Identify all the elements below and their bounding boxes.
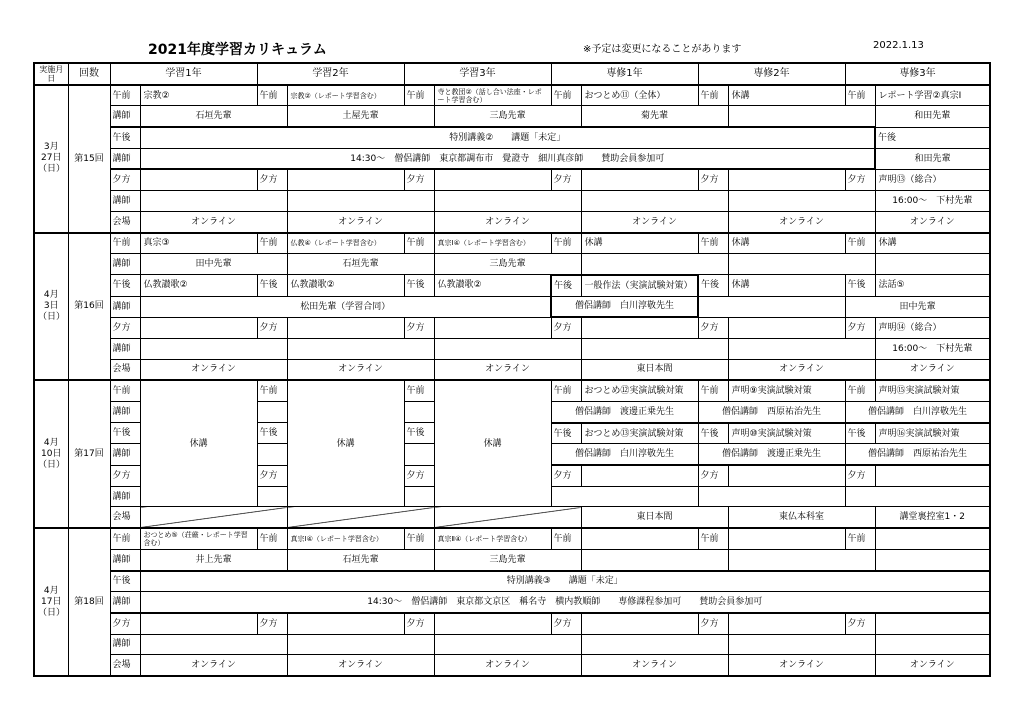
- label-pm: 午後: [551, 423, 581, 444]
- week1-pm-lec-row: [34, 148, 990, 169]
- week4-amlec-g2: 石垣先輩: [287, 549, 434, 570]
- col-s2: 専修2年: [698, 63, 845, 85]
- week2-ev-s3: 声明⑭（総合）: [875, 317, 990, 338]
- week2-pm-s3: 法話⑤: [875, 275, 990, 296]
- week4-venue-s2: オンライン: [728, 655, 875, 676]
- week3-pm-s1: おつとめ⑬実演試験対策: [581, 423, 698, 444]
- label-ev: 夕方: [551, 613, 581, 634]
- week3-venue-s3: 講堂裏控室1・2: [875, 507, 990, 528]
- week1-amlec-s3: 和田先輩: [875, 106, 990, 127]
- label-am: 午前: [551, 528, 581, 549]
- week1-pm-row: [34, 127, 990, 148]
- col-g1: 学習1年: [110, 63, 257, 85]
- week3-am-s2: 声明⑨実演試験対策: [728, 380, 845, 401]
- label-am: 午前: [698, 380, 728, 401]
- label-am: 午前: [110, 85, 140, 106]
- week2-pmlec-g: 松田先輩（学習合同）: [140, 296, 551, 317]
- week4-ev-lec-row: [34, 634, 990, 655]
- week4-amlec-g1: 井上先輩: [140, 549, 287, 570]
- label-am: 午前: [845, 233, 875, 254]
- week3-venue-s2: 東仏本科室: [728, 507, 875, 528]
- label-am: 午前: [698, 85, 728, 106]
- week2-ev-row: [34, 317, 990, 338]
- label-pm: 午後: [404, 423, 434, 444]
- week2-am-row: [34, 233, 990, 254]
- week1-am-g2: 宗教②（レポート学習含む）: [287, 85, 404, 106]
- header-row: [34, 63, 990, 85]
- label-am: 午前: [110, 528, 140, 549]
- week3-closed-g2: 休講: [287, 380, 404, 507]
- label-pm: 午後: [110, 423, 140, 444]
- week4-date: 4月 17日 （日）: [34, 528, 68, 676]
- week3-round: 第17回: [68, 380, 110, 528]
- label-ev: 夕方: [110, 465, 140, 486]
- label-pm: 午後: [404, 275, 434, 296]
- label-am: 午前: [551, 233, 581, 254]
- label-am: 午前: [404, 528, 434, 549]
- col-g3: 学習3年: [404, 63, 551, 85]
- label-ev: 夕方: [257, 169, 287, 190]
- label-ev: 夕方: [845, 169, 875, 190]
- week3-amlec-s3: 僧侶講師 白川淳敬先生: [845, 402, 990, 423]
- week1-pmlec-main: 14:30～ 僧侶講師 東京都調布市 覺證寺 細川真彦師 賛助会員参加可: [140, 148, 875, 169]
- label-pm: 午後: [698, 423, 728, 444]
- col-date: 実施月日: [34, 63, 68, 85]
- week3-closed-g1: 休講: [140, 380, 257, 507]
- week4-pm-main: 特別講義③ 講題「未定」: [140, 571, 990, 592]
- label-pm: 午後: [845, 275, 875, 296]
- label-pm: 午後: [110, 571, 140, 592]
- label-lec: 講師: [110, 191, 140, 212]
- week1-venue-g2: オンライン: [287, 211, 434, 232]
- label-ev: 夕方: [404, 317, 434, 338]
- week3-pmlec-s3: 僧侶講師 西原祐治先生: [845, 444, 990, 465]
- label-am: 午前: [257, 380, 287, 401]
- week2-pm-g1: 仏教讃歌②: [140, 275, 257, 296]
- week4-pm-lec-row: [34, 592, 990, 613]
- col-g2: 学習2年: [257, 63, 404, 85]
- week4-pmlec-main: 14:30～ 僧侶講師 東京都文京区 稱名寺 横内教順師 専修課程参加可 賛助会員参加可: [140, 592, 990, 613]
- label-venue: 会場: [110, 655, 140, 676]
- label-ev: 夕方: [845, 465, 875, 486]
- week4-am-lec-row: [34, 549, 990, 570]
- label-pm: 午後: [257, 423, 287, 444]
- week1-ev-row: [34, 169, 990, 190]
- page-title: 2021年度学習カリキュラム: [148, 42, 327, 58]
- issue-date: 2022.1.13: [873, 40, 924, 51]
- week3-am-s3: 声明⑮実演試験対策: [875, 380, 990, 401]
- label-am: 午前: [845, 85, 875, 106]
- label-am: 午前: [404, 85, 434, 106]
- week2-am-g1: 真宗③: [140, 233, 257, 254]
- week4-amlec-g3: 三島先輩: [434, 549, 581, 570]
- label-lec: 講師: [110, 296, 140, 317]
- week1-am-lec-row: [34, 106, 990, 127]
- week2-venue-s3: オンライン: [875, 359, 990, 380]
- week2-pm-s1: 一般作法（実演試験対策）: [581, 275, 698, 296]
- week2-pmlec-s1: 僧侶講師 白川淳敬先生: [551, 296, 698, 317]
- week2-amlec-g3: 三島先輩: [434, 254, 581, 275]
- label-venue: 会場: [110, 359, 140, 380]
- week1-venue-row: [34, 211, 990, 232]
- label-lec: 講師: [110, 444, 140, 465]
- label-pm: 午後: [845, 423, 875, 444]
- week4-am-row: [34, 528, 990, 549]
- week2-venue-g2: オンライン: [287, 359, 434, 380]
- label-am: 午前: [404, 380, 434, 401]
- label-ev: 夕方: [698, 613, 728, 634]
- week2-am-s1: 休講: [581, 233, 698, 254]
- label-ev: 夕方: [257, 317, 287, 338]
- week1-am-s1: おつとめ⑪（全体）: [581, 85, 698, 106]
- week2-am-g2: 仏教④（レポート学習含む）: [287, 233, 404, 254]
- label-ev: 夕方: [551, 169, 581, 190]
- week4-venue-g2: オンライン: [287, 655, 434, 676]
- label-am: 午前: [698, 233, 728, 254]
- week2-pmlec-s3: 田中先輩: [845, 296, 990, 317]
- week3-am-s1: おつとめ⑫実演試験対策: [581, 380, 698, 401]
- label-ev: 夕方: [698, 317, 728, 338]
- label-pm: 午後: [698, 275, 728, 296]
- week2-venue-row: [34, 359, 990, 380]
- label-pm: 午後: [110, 127, 140, 148]
- week2-ev-lec-row: [34, 338, 990, 359]
- label-pm: 午後: [875, 127, 990, 148]
- week2-am-g3: 真宗Ⅰ④（レポート学習含む）: [434, 233, 551, 254]
- week2-am-s3: 休講: [875, 233, 990, 254]
- label-lec: 講師: [110, 402, 140, 423]
- week3-date: 4月 10日 （日）: [34, 380, 68, 528]
- label-ev: 夕方: [698, 169, 728, 190]
- label-am: 午前: [845, 380, 875, 401]
- label-lec: 講師: [110, 592, 140, 613]
- label-ev: 夕方: [698, 465, 728, 486]
- week2-date: 4月 3日 （日）: [34, 233, 68, 381]
- week1-pmlec-s3: 和田先輩: [875, 148, 990, 169]
- label-lec: 講師: [110, 549, 140, 570]
- week2-venue-s2: オンライン: [728, 359, 875, 380]
- week1-venue-s1: オンライン: [581, 211, 728, 232]
- label-ev: 夕方: [845, 317, 875, 338]
- week4-ev-row: [34, 613, 990, 634]
- label-lec: 講師: [110, 634, 140, 655]
- col-round: 回数: [68, 63, 110, 85]
- label-lec: 講師: [110, 486, 140, 507]
- label-pm: 午後: [551, 275, 581, 296]
- week1-amlec-g2: 土屋先輩: [287, 106, 434, 127]
- week2-am-lec-row: [34, 254, 990, 275]
- week4-venue-g1: オンライン: [140, 655, 287, 676]
- label-am: 午前: [110, 380, 140, 401]
- week4-round: 第18回: [68, 528, 110, 676]
- label-am: 午前: [110, 233, 140, 254]
- week2-pm-g3: 仏教讃歌②: [434, 275, 551, 296]
- week1-venue-s2: オンライン: [728, 211, 875, 232]
- week2-pm-g2: 仏教讃歌②: [287, 275, 404, 296]
- label-pm: 午後: [110, 275, 140, 296]
- week1-am-s3: レポート学習②真宗Ⅰ: [875, 85, 990, 106]
- week2-pm-lec-row: [34, 296, 990, 317]
- label-ev: 夕方: [551, 465, 581, 486]
- week1-amlec-g3: 三島先輩: [434, 106, 581, 127]
- week1-evlec-s3: 16:00～ 下村先輩: [875, 191, 990, 212]
- week1-ev-s3: 声明⑬（総合）: [875, 169, 990, 190]
- week3-pm-s2: 声明⑩実演試験対策: [728, 423, 845, 444]
- week2-pm-row: [34, 275, 990, 296]
- curriculum-table: [33, 62, 991, 677]
- week3-pm-s3: 声明⑯実演試験対策: [875, 423, 990, 444]
- label-ev: 夕方: [257, 465, 287, 486]
- label-ev: 夕方: [404, 613, 434, 634]
- week4-am-g2: 真宗Ⅰ④（レポート学習含む）: [287, 528, 404, 549]
- label-am: 午前: [551, 85, 581, 106]
- label-am: 午前: [257, 528, 287, 549]
- week1-amlec-g1: 石垣先輩: [140, 106, 287, 127]
- week4-venue-g3: オンライン: [434, 655, 581, 676]
- label-ev: 夕方: [551, 317, 581, 338]
- week2-pm-s2: 休講: [728, 275, 845, 296]
- week3-venue-g1-none: [140, 507, 287, 528]
- week4-am-g3: 真宗Ⅱ④（レポート学習含む）: [434, 528, 551, 549]
- week1-venue-g3: オンライン: [434, 211, 581, 232]
- week1-pm-main: 特別講義② 講題「未定」: [140, 127, 875, 148]
- label-lec: 講師: [110, 338, 140, 359]
- week3-amlec-s1: 僧侶講師 渡邊正乗先生: [551, 402, 698, 423]
- label-am: 午前: [551, 380, 581, 401]
- label-ev: 夕方: [257, 613, 287, 634]
- label-am: 午前: [257, 233, 287, 254]
- week2-am-s2: 休講: [728, 233, 845, 254]
- week3-am-row: [34, 380, 990, 401]
- label-ev: 夕方: [404, 465, 434, 486]
- col-s1: 専修1年: [551, 63, 698, 85]
- week1-amlec-s2: [728, 106, 875, 127]
- week3-amlec-s2: 僧侶講師 西原祐治先生: [698, 402, 845, 423]
- label-am: 午前: [845, 528, 875, 549]
- label-lec: 講師: [110, 148, 140, 169]
- label-pm: 午後: [257, 275, 287, 296]
- week4-venue-row: [34, 655, 990, 676]
- label-am: 午前: [404, 233, 434, 254]
- week3-closed-g3: 休講: [434, 380, 551, 507]
- week1-am-g1: 宗教②: [140, 85, 257, 106]
- week1-venue-g1: オンライン: [140, 211, 287, 232]
- label-lec: 講師: [110, 106, 140, 127]
- week1-round: 第15回: [68, 85, 110, 233]
- week2-venue-g3: オンライン: [434, 359, 581, 380]
- week2-amlec-g1: 田中先輩: [140, 254, 287, 275]
- week2-venue-s1: 東日本間: [581, 359, 728, 380]
- week4-venue-s1: オンライン: [581, 655, 728, 676]
- week4-am-g1: おつとめ⑤（荘厳・レポート学習含む）: [140, 528, 257, 549]
- label-ev: 夕方: [845, 613, 875, 634]
- label-venue: 会場: [110, 507, 140, 528]
- week1-ev-lec-row: [34, 191, 990, 212]
- week1-am-g3: 寺と教団②（話し合い法座・レポート学習含む）: [434, 85, 551, 106]
- label-venue: 会場: [110, 211, 140, 232]
- label-ev: 夕方: [110, 613, 140, 634]
- week3-venue-g2-none: [287, 507, 434, 528]
- label-am: 午前: [698, 528, 728, 549]
- label-lec: 講師: [110, 254, 140, 275]
- col-s3: 専修3年: [845, 63, 990, 85]
- week3-venue-s1: 東日本間: [581, 507, 728, 528]
- week1-date: 3月 27日 （日）: [34, 85, 68, 233]
- schedule-note: ※予定は変更になることがあります: [583, 44, 742, 55]
- label-ev: 夕方: [110, 317, 140, 338]
- week1-amlec-s1: 菊先輩: [581, 106, 728, 127]
- week2-round: 第16回: [68, 233, 110, 381]
- label-am: 午前: [257, 85, 287, 106]
- week2-amlec-g2: 石垣先輩: [287, 254, 434, 275]
- week1-venue-s3: オンライン: [875, 211, 990, 232]
- week4-venue-s3: オンライン: [875, 655, 990, 676]
- week3-pmlec-s1: 僧侶講師 白川淳敬先生: [551, 444, 698, 465]
- week3-venue-row: [34, 507, 990, 528]
- week4-pm-row: [34, 571, 990, 592]
- week1-am-s2: 休講: [728, 85, 845, 106]
- week1-am-row: [34, 85, 990, 106]
- week3-venue-g3-none: [434, 507, 581, 528]
- week3-pmlec-s2: 僧侶講師 渡邊正乗先生: [698, 444, 845, 465]
- label-ev: 夕方: [404, 169, 434, 190]
- week2-evlec-s3: 16:00～ 下村先輩: [875, 338, 990, 359]
- week2-venue-g1: オンライン: [140, 359, 287, 380]
- label-ev: 夕方: [110, 169, 140, 190]
